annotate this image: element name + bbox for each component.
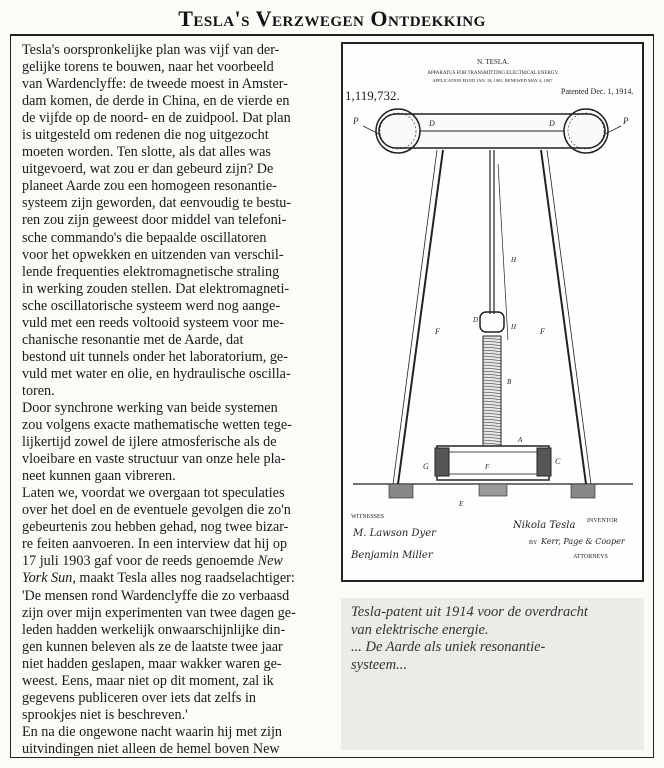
secondary-coil [483, 336, 501, 446]
text-line: sche oscillatorische systeem werd nog aange- [22, 297, 281, 314]
witness-signature: M. Lawson Dyer [353, 528, 436, 539]
caption-line: Tesla-patent uit 1914 voor de overdracht [351, 604, 588, 620]
text-line: gen kunnen beleven als ze de laatste twee jaar [22, 638, 283, 655]
caption-line: ... De Aarde als uniek resonantie- [351, 639, 546, 655]
patent-filed: APPLICATION FILED JAN. 18, 1902. RENEWED MAY 4, 1907. [432, 78, 554, 83]
text-line: leden hadden werkelijk onwaarschijnlijke din- [22, 621, 286, 638]
text-line: de vijfde op de noord- en de zuidpool. Dat plan [22, 110, 291, 127]
caption-line: van elektrische energie. [351, 621, 489, 638]
text-line: En na die ongewone nacht waarin hij met zijn [22, 723, 283, 740]
by-label: BY [529, 540, 538, 546]
text-line: re feiten aanvoeren. In een interview dat hij op [22, 536, 288, 553]
text-line: sprookjes niet is beschreven.' [22, 706, 188, 723]
label-h: H [511, 256, 517, 264]
witnesses-label: WITNESSES [351, 514, 384, 520]
text-line: bestond uit tunnels onder het laboratorium, ge- [22, 348, 288, 365]
attorneys-label: ATTORNEYS [573, 554, 608, 560]
text-line: planeet Aarde zou een homogeen resonantie- [22, 178, 277, 195]
text-line: gebeurtenis zou hebben gehad, nog twee bizar- [22, 519, 289, 536]
text-line: uitgevoerd, wat zou er dan gebeurd zijn? De [22, 161, 274, 178]
text-line: van Wardenclyffe: de tweede moest in Amster- [22, 76, 288, 93]
label-d: D [473, 316, 479, 324]
label-f: F [485, 463, 490, 471]
text-line: chanische resonantie met de Aarde, dat [22, 331, 244, 348]
label-d: D [429, 119, 435, 128]
label-p: P [353, 116, 359, 126]
text-line: vuld met een reeds voltooid systeem voor me- [22, 314, 285, 331]
patent-drawing [341, 42, 644, 582]
dome-terminal [363, 109, 621, 153]
text-line: niet hadden geslapen, maar wakker waren ge- [22, 655, 282, 672]
witness-signature: Benjamin Miller [351, 550, 433, 561]
newspaper-title: York Sun, maakt Tesla alles nog raadselachtiger: [22, 570, 295, 587]
text-line: Tesla's oorspronkelijke plan was vijf van der- [22, 42, 280, 58]
label-h: H [511, 323, 517, 331]
patent-date: Patented Dec. 1, 1914. [561, 87, 634, 96]
text-line: systeem zijn geworden, dat eenvoudig te bestu- [22, 195, 292, 212]
text-line: dam komen, de derde in China, en de vierde en [22, 93, 290, 110]
text-line: Laten we, voordat we overgaan tot speculaties [22, 485, 285, 502]
text-line: neet kunnen gaan vibreren. [22, 468, 176, 485]
text-line: zijn over mijn experimenten van twee dagen ge- [22, 604, 296, 621]
text-line: moeten worden. Ten slotte, als dat alles was [22, 144, 271, 161]
figure-caption [341, 598, 644, 750]
text-line: vloeibare en vaste structuur van onze hele pla- [22, 451, 286, 468]
label-c: C [555, 457, 561, 466]
label-p: P [623, 116, 629, 126]
base-apparatus [353, 446, 633, 498]
text-line: over het doel en de eventuele gevolgen die zo'n [22, 502, 291, 519]
text-line: gegevens publiceren over iets dat zelfs in [22, 689, 257, 706]
patent-subtitle: APPARATUS FOR TRANSMITTING ELECTRICAL ENERGY. [427, 71, 559, 76]
label-a: A [518, 436, 523, 444]
patent-inventor: N. TESLA. [477, 58, 509, 66]
inventor-signature: Nikola Tesla [513, 520, 576, 531]
text-line: ren zou zijn geweest door middel van telefoni- [22, 212, 287, 229]
text-line: vuld met water en olie, en hydraulische oscilla- [22, 365, 291, 382]
text-line-newspaper [22, 553, 326, 570]
label-b: B [507, 378, 512, 386]
patent-number: 1,119,732. [345, 88, 400, 103]
text-line: gelijke torens te bouwen, naar het voorbeeld [22, 59, 274, 76]
text-line: in werking zouden stellen. Dat elektromagneti- [22, 280, 290, 297]
attorney-signature: Kerr, Page & Cooper [541, 537, 625, 546]
label-g: G [423, 462, 429, 471]
central-mast [480, 150, 508, 340]
label-d: D [549, 119, 555, 128]
inventor-label: INVENTOR [587, 518, 618, 524]
text-line: 'De mensen rond Wardenclyffe die zo verbaasd [22, 587, 290, 604]
text-line: weest. Eens, maar niet op dit moment, zal ik [22, 672, 274, 689]
newspaper-title: 17 juli 1903 gaf voor de reeds genoemde New [22, 553, 283, 570]
text-line: lende frequenties elektromagnetische straling [22, 263, 280, 280]
text-line: toren. [22, 382, 55, 399]
caption-line: systeem... [351, 656, 407, 673]
text-line-newspaper [22, 570, 326, 587]
text-line: lijkertijd zowel de ijlere atmosferische als de [22, 434, 277, 451]
text-line: Door synchrone werking van beide systemen [22, 399, 278, 416]
text-line: zou volgens exacte mathematische wetten tege- [22, 417, 292, 434]
patent-illustration [343, 44, 642, 580]
label-f: F [540, 327, 545, 336]
label-e: E [459, 500, 464, 508]
text-line: uitvindingen niet alleen de hemel boven New [22, 740, 280, 757]
text-line: sche commando's die bepaalde oscillatoren [22, 229, 267, 246]
label-f: F [435, 327, 440, 336]
text-line: voor het opwekken en uitzenden van verschil- [22, 246, 284, 263]
page-title: Tesla's Verzwegen Ontdekking [178, 6, 486, 31]
article-text-column [22, 42, 326, 758]
text-line: is uitgesteld om redenen die nog uitgezocht [22, 127, 269, 144]
